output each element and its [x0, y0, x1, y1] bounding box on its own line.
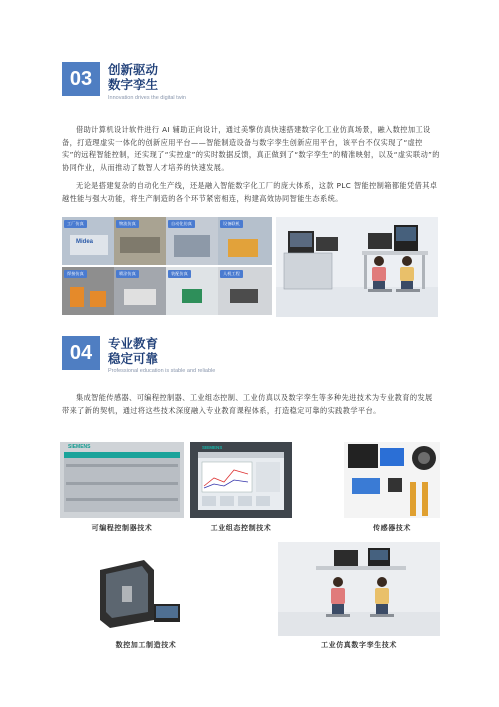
tile-label: 喷涂仿真 — [116, 270, 139, 278]
tile-label: 焊接仿真 — [64, 270, 87, 278]
tile-logistics — [114, 217, 168, 265]
tile-painting — [114, 267, 168, 315]
tile-label: 人机工程 — [220, 270, 243, 278]
hmi-brand-label: SIEMENS — [202, 445, 223, 450]
sensor-image — [344, 442, 440, 518]
section-03-paragraph-1: 借助计算机设计软件进行 AI 辅助正向设计，通过美擎仿真快速搭建数字化工业仿真场景，融入数控加工设备，打造理虚实一体化的创新应用平台——智能制造设备与数字孪生创新应用平台，该平台不仅实现了“虚控实”的远程智能控制，还实现了“实控虚”的实时数据反馈，真正做到了“数字孪生”的精准映射，以及“虚实联动”的协同作业，从而推动了数智人才培养的快速发展。 — [62, 125, 440, 172]
tile-equipment — [218, 217, 272, 265]
twin-workstation-image — [278, 542, 440, 636]
tile-label: 自动化仿真 — [168, 220, 195, 228]
caption-plc: 可编程控制器技术 — [91, 524, 153, 532]
digital-twin-workstation-image — [276, 217, 438, 317]
tile-label: 装配仿真 — [168, 270, 191, 278]
section-04-paragraph: 集成智能传感器、可编程控制器、工业组态控制、工业仿真以及数字孪生等多种先进技术为专业教育的发展带来了新的契机，通过将这些技术深度融入专业教育课程体系，打造稳定可靠的实践教学平台。 — [62, 393, 433, 415]
section-03-paragraph-2: 无论是搭建复杂的自动化生产线，还是融入智能数字化工厂的庞大体系，这款 PLC 智能控制箱都能凭借其卓越性能与强大功能，将生产制造的各个环节紧密相连，构建高效协同智能生态系统。 — [62, 181, 438, 203]
tile-label: 工厂仿真 — [64, 220, 87, 228]
section-03-title-line1: 创新驱动 — [108, 62, 159, 77]
plc-brand-label: SIEMENS — [68, 444, 91, 450]
tile-assembly — [166, 267, 220, 315]
tile-factory — [62, 217, 116, 265]
section-04-subtitle: Professional education is stable and reliable — [108, 368, 216, 374]
caption-sensor: 传感器技术 — [373, 524, 411, 532]
section-03-number: 03 — [62, 62, 100, 96]
tile-factory-logo: Midea — [76, 239, 94, 245]
tile-ergonomics — [218, 267, 272, 315]
simulation-tile-grid — [62, 217, 272, 317]
tile-label: 物流仿真 — [116, 220, 139, 228]
cnc-image — [92, 548, 200, 634]
tile-automation — [166, 217, 220, 265]
section-04-title-line1: 专业教育 — [108, 336, 159, 351]
sensor-illustration — [344, 442, 440, 518]
tile-label: 设备联机 — [220, 220, 243, 228]
cnc-illustration — [92, 548, 200, 634]
hmi-illustration — [190, 442, 292, 518]
tile-welding — [62, 267, 116, 315]
workstation-illustration — [276, 217, 438, 317]
section-04-number: 04 — [62, 336, 100, 370]
twin-workstation-illustration — [278, 542, 440, 636]
plc-image — [60, 442, 184, 518]
hmi-image — [190, 442, 292, 518]
caption-hmi: 工业组态控制技术 — [210, 524, 272, 532]
caption-twin: 工业仿真数字孪生技术 — [321, 641, 397, 649]
caption-cnc: 数控加工制造技术 — [115, 641, 177, 649]
plc-illustration — [60, 442, 184, 518]
section-03-subtitle: Innovation drives the digital twin — [108, 95, 186, 101]
section-04-title-line2: 稳定可靠 — [108, 351, 159, 366]
section-03-title-line2: 数字孪生 — [108, 77, 159, 92]
